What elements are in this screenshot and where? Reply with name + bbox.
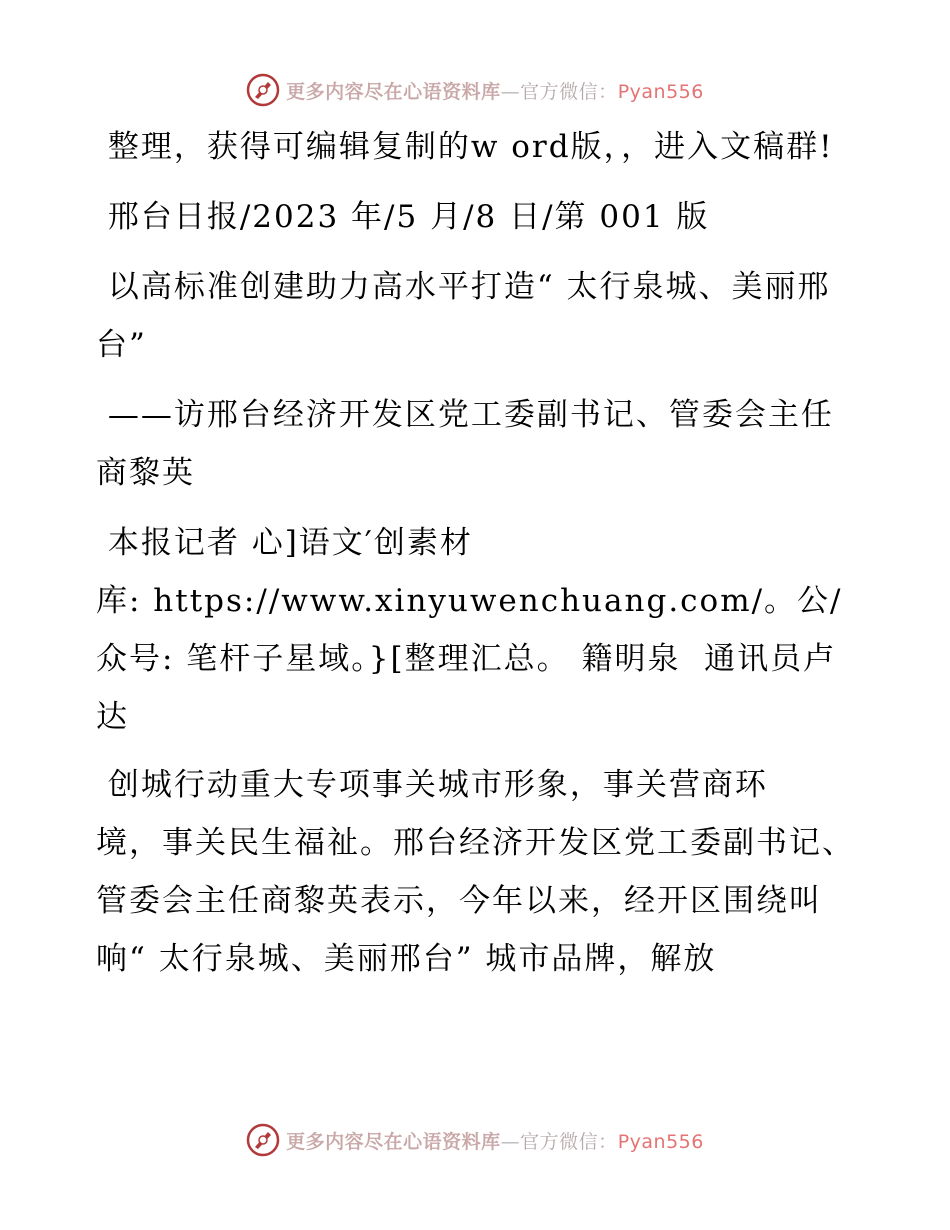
banner-wechat-label: 官方微信： [520, 80, 618, 103]
article-title: 以高标准创建助力高水平打造“ 太行泉城、美丽邢台” [96, 269, 831, 363]
footer-watermark-banner [0, 1120, 950, 1160]
banner-main-text: 更多内容尽在心语资料库 [286, 80, 501, 103]
banner-wechat-handle: Pyan556 [617, 1130, 704, 1153]
banner-dash: — [500, 1130, 521, 1153]
seal-logo-icon [246, 73, 280, 107]
banner-main-text: 更多内容尽在心语资料库 [286, 1130, 501, 1153]
banner-text [286, 1127, 704, 1154]
article-subtitle: ——访邢台经济开发区党工委副书记、管委会主任商黎英 [96, 397, 834, 491]
body-paragraph: 境，事关民生福祉。邢台经济开发区党工委副书记、管委会主任商黎英表示，今年以来，经开区围绕叫响“ 太行泉城、美丽邢台” 城市品牌，解放 [96, 825, 855, 977]
seal-logo-icon [246, 1123, 280, 1157]
intro-paragraph: 整理，获得可编辑复制的w ord版，，进入文稿群! [96, 129, 834, 165]
body-paragraph-first-line: 创城行动重大专项事关城市形象，事关营商环 [96, 767, 768, 803]
source-line: 邢台日报/2023 年/5 月/8 日/第 001 版 [96, 199, 710, 235]
header-watermark-banner [0, 70, 950, 110]
document-body [96, 118, 856, 988]
banner-dash: — [500, 80, 521, 103]
byline-line-1: 本报记者 心]语文′创素材 [96, 525, 473, 561]
byline-line-2: 库: https://www.xinyuwenchuang.com/。公/众号: 笔杆子星域。}[整理汇总。 籍明泉 通讯员卢达 [96, 583, 843, 735]
banner-wechat-label: 官方微信： [520, 1130, 618, 1153]
banner-wechat-handle: Pyan556 [617, 80, 704, 103]
banner-text [286, 77, 704, 104]
